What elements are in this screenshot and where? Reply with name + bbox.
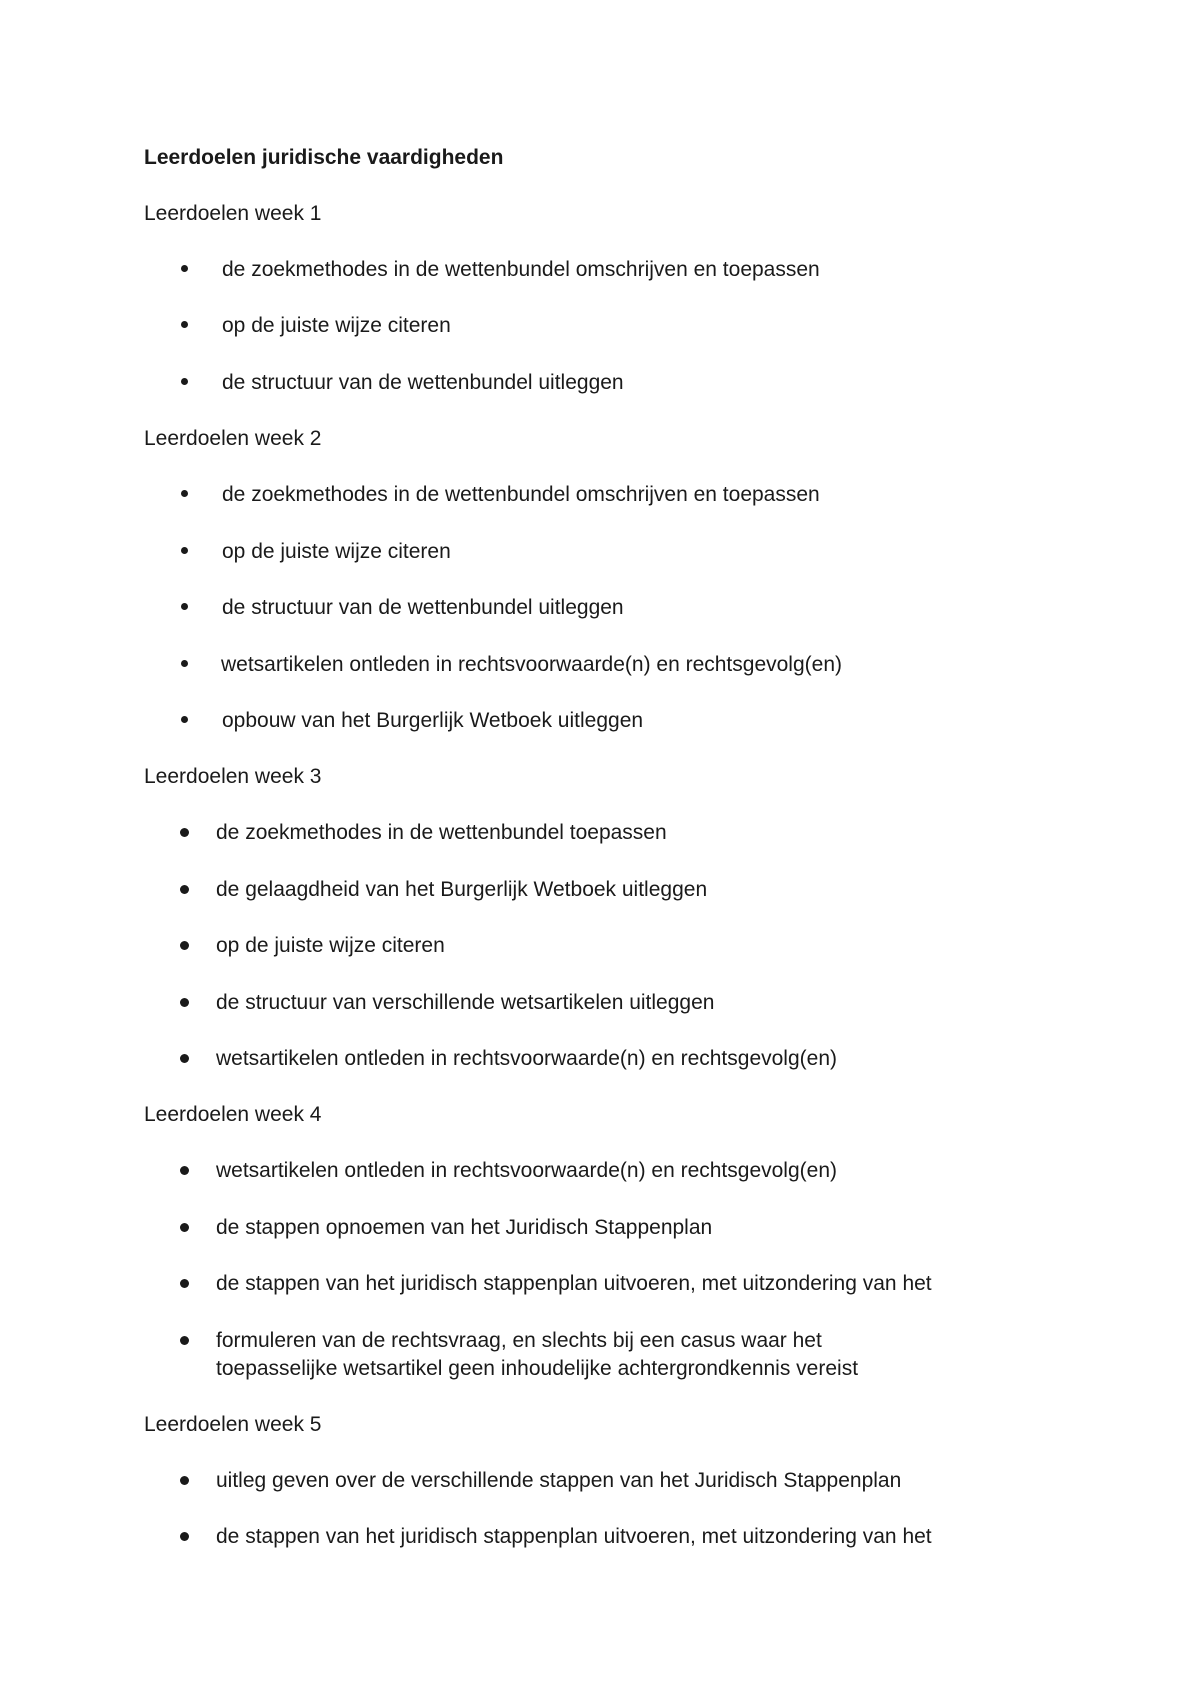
list-item: de gelaagdheid van het Burgerlijk Wetboek uitleggen bbox=[216, 878, 708, 901]
week-1-heading: Leerdoelen week 1 bbox=[144, 202, 322, 225]
bullet-icon bbox=[180, 378, 190, 388]
list-item: wetsartikelen ontleden in rechtsvoorwaarde(n) en rechtsgevolg(en) bbox=[216, 1047, 837, 1070]
bullet-icon bbox=[180, 1532, 190, 1542]
list-item-continuation: toepasselijke wetsartikel geen inhoudelijke achtergrondkennis vereist bbox=[216, 1357, 859, 1380]
list-item: uitleg geven over de verschillende stappen van het Juridisch Stappenplan bbox=[216, 1469, 902, 1492]
list-item: op de juiste wijze citeren bbox=[222, 314, 451, 337]
bullet-icon bbox=[180, 1223, 190, 1233]
list-item: wetsartikelen ontleden in rechtsvoorwaarde(n) en rechtsgevolg(en) bbox=[221, 653, 842, 676]
list-item: de stappen van het juridisch stappenplan uitvoeren, met uitzondering van het bbox=[216, 1525, 932, 1548]
bullet-icon bbox=[180, 716, 190, 726]
list-item: op de juiste wijze citeren bbox=[216, 934, 445, 957]
week-5-heading: Leerdoelen week 5 bbox=[144, 1413, 322, 1436]
list-item: opbouw van het Burgerlijk Wetboek uitleggen bbox=[222, 709, 644, 732]
list-item: de structuur van verschillende wetsartikelen uitleggen bbox=[216, 991, 715, 1014]
bullet-icon bbox=[180, 603, 190, 613]
bullet-icon bbox=[180, 490, 190, 500]
list-item: wetsartikelen ontleden in rechtsvoorwaarde(n) en rechtsgevolg(en) bbox=[216, 1159, 837, 1182]
list-item: de zoekmethodes in de wettenbundel toepassen bbox=[216, 821, 667, 844]
bullet-icon bbox=[180, 547, 190, 557]
list-item: de zoekmethodes in de wettenbundel omschrijven en toepassen bbox=[222, 483, 820, 506]
bullet-icon bbox=[180, 941, 190, 951]
bullet-icon bbox=[180, 828, 190, 838]
week-3-heading: Leerdoelen week 3 bbox=[144, 765, 322, 788]
list-item: de structuur van de wettenbundel uitleggen bbox=[222, 596, 624, 619]
bullet-icon bbox=[180, 1476, 190, 1486]
week-4-heading: Leerdoelen week 4 bbox=[144, 1103, 322, 1126]
bullet-icon bbox=[180, 265, 190, 275]
bullet-icon bbox=[180, 885, 190, 895]
list-item: formuleren van de rechtsvraag, en slechts bij een casus waar het bbox=[216, 1329, 822, 1352]
bullet-icon bbox=[180, 1279, 190, 1289]
list-item: de zoekmethodes in de wettenbundel omschrijven en toepassen bbox=[222, 258, 820, 281]
list-item: op de juiste wijze citeren bbox=[222, 540, 451, 563]
bullet-icon bbox=[180, 998, 190, 1008]
bullet-icon bbox=[180, 1336, 190, 1346]
list-item: de stappen van het juridisch stappenplan uitvoeren, met uitzondering van het bbox=[216, 1272, 932, 1295]
list-item: de structuur van de wettenbundel uitleggen bbox=[222, 371, 624, 394]
bullet-icon bbox=[180, 1166, 190, 1176]
document-title: Leerdoelen juridische vaardigheden bbox=[144, 146, 504, 169]
list-item: de stappen opnoemen van het Juridisch Stappenplan bbox=[216, 1216, 713, 1239]
bullet-icon bbox=[180, 1054, 190, 1064]
bullet-icon bbox=[180, 321, 190, 331]
week-2-heading: Leerdoelen week 2 bbox=[144, 427, 322, 450]
bullet-icon bbox=[180, 660, 190, 670]
